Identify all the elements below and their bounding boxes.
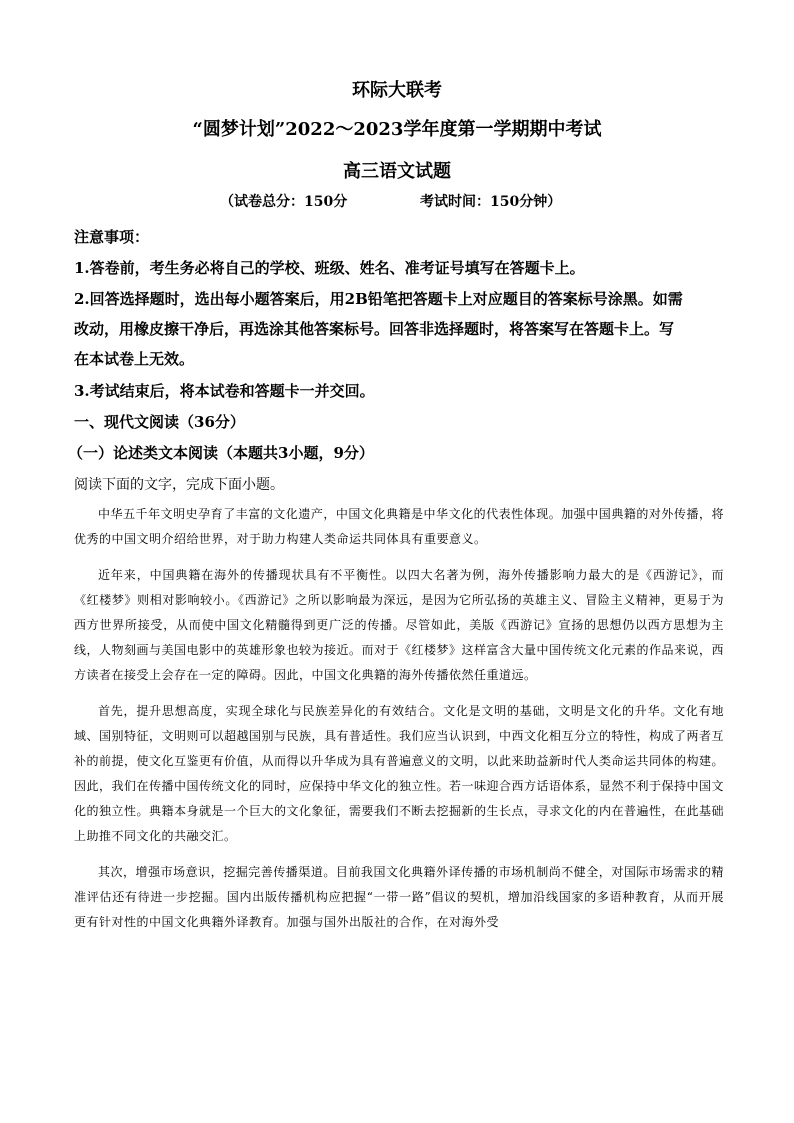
section-subtitle: （一）论述类文本阅读（本题共3小题，9分） xyxy=(68,444,374,462)
notice-item: 在本试卷上无效。 xyxy=(74,350,195,368)
section-title: 一、现代文阅读（36分） xyxy=(74,413,245,431)
exam-title: “圆梦计划”2022～2023学年度第一学期期中考试 xyxy=(192,119,602,140)
reading-instruction: 阅读下面的文字，完成下面小题。 xyxy=(74,477,284,493)
notice-item: 改动，用橡皮擦干净后，再选涂其他答案标号。回答非选择题时，将答案写在答题卡上。写 xyxy=(74,320,675,338)
passage-paragraph: 中华五千年文明史孕育了丰富的文化遗产，中国文化典籍是中华文化的代表性体现。加强中国典籍的对外传播，将优秀的中国文明介绍给世界，对于助力构建人类命运共同体具有重要意义。 xyxy=(74,507,724,546)
passage-paragraph: 首先，提升思想高度，实现全球化与民族差异化的有效结合。文化是文明的基础，文明是文化的升华。文化有地域、国别特征，文明则可以超越国别与民族，具有普适性。我们应当认识到，中西文化相互分立的特性，构成了两者互补的前提，使文化互鉴更有价值，从而得以升华成为具有普遍意义的文明，以此来助益新时代人类命运共同体的构建。因此，我们在传播中国传统文化的同时，应保持中华文化的独立性。若一味迎合西方话语体系，显然不利于保持中国文化的独立性。典籍本身就是一个巨大的文化象征，需要我们不断去挖掘新的生长点，寻求文化的内在普遍性，在此基础上助推不同文化的共融交汇。 xyxy=(74,704,725,843)
notice-heading: 注意事项： xyxy=(74,228,150,246)
passage-paragraph: 近年来，中国典籍在海外的传播现状具有不平衡性。以四大名著为例，海外传播影响力最大的是《西游记》，而《红楼梦》则相对影响较小。《西游记》之所以影响最为深远，是因为它所弘扬的英雄主义、冒险主义精神，更易于为西方世界所接受，从而使中国文化精髓得到更广泛的传播。尽管如此，美版《西游记》宣扬的思想仍以西方思想为主线，人物刻画与美国电影中的英雄形象也较为接近。而对于《红楼梦》这样富含大量中国传统文化元素的作品来说，西方读者在接受上会存在一定的障碍。因此，中国文化典籍的海外传播依然任重道远。 xyxy=(74,568,725,682)
notice-item: 3.考试结束后，将本试卷和答题卡一并交回。 xyxy=(74,382,375,400)
time-limit: 考试时间：150分钟） xyxy=(420,194,562,210)
org-title: 环际大联考 xyxy=(352,80,442,101)
notice-item: 2.回答选择题时，选出每小题答案后，用2B铅笔把答题卡上对应题目的答案标号涂黑。如需 xyxy=(74,290,683,308)
subject-title: 高三语文试题 xyxy=(343,161,451,182)
notice-item: 1.答卷前，考生务必将自己的学校、班级、姓名、准考证号填写在答题卡上。 xyxy=(74,259,585,277)
total-score: （试卷总分：150分 xyxy=(220,194,348,210)
passage-paragraph: 其次，增强市场意识，挖掘完善传播渠道。目前我国文化典籍外译传播的市场机制尚不健全，对国际市场需求的精准评估还有待进一步挖掘。国内出版传播机构应把握“一带一路”倡议的契机，增加沿线国家的多语种教育，从而开展更有针对性的中国文化典籍外译教育。加强与国外出版社的合作，在对海外受 xyxy=(74,865,724,929)
passage xyxy=(74,502,724,946)
